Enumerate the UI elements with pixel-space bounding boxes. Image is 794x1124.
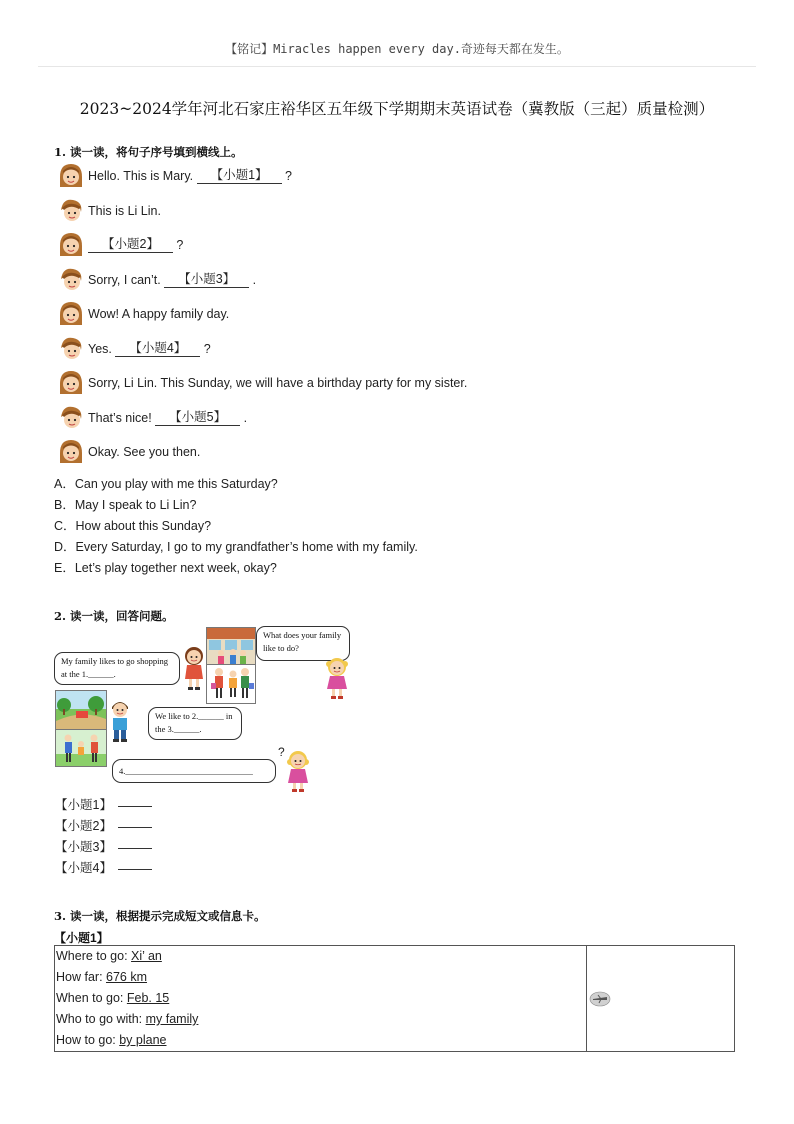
- dialogue-line: [58, 438, 200, 466]
- answer-label: 【小题4】: [55, 861, 112, 875]
- bubble-question: What does your family like to do?: [256, 626, 350, 661]
- option-item: E．Let’s play together next week, okay?: [54, 561, 277, 575]
- answer-label: 【小题1】: [55, 798, 112, 812]
- dialogue-punct: ?: [172, 238, 184, 252]
- mary-avatar-icon: [58, 439, 84, 465]
- q3-heading: 3. 读一读，根据提示完成短文或信息卡。: [54, 909, 266, 923]
- dialogue-line: [58, 162, 292, 190]
- answer-blank[interactable]: 【小题4】: [115, 341, 200, 357]
- info-card-row: [55, 988, 586, 1009]
- info-value: 676 km: [106, 970, 148, 984]
- dialogue-line: [58, 231, 183, 259]
- dialogue-text: Okay. See you then.: [88, 445, 201, 459]
- dialogue-punct: ?: [200, 342, 211, 356]
- family-park-picture: [55, 729, 107, 767]
- answer-row: [55, 795, 152, 813]
- lilin-avatar-icon: [58, 405, 84, 431]
- dialogue-text: Wow! A happy family day.: [88, 307, 230, 321]
- dialogue-text: Hello. This is Mary.: [88, 169, 197, 183]
- mary-avatar-icon: [58, 163, 84, 189]
- lilin-avatar-icon: [58, 198, 84, 224]
- dialogue-line: [58, 335, 211, 363]
- answer-label: 【小题3】: [55, 840, 112, 854]
- dialogue-text: Yes.: [88, 342, 116, 356]
- answer-blank[interactable]: 【小题5】: [155, 410, 240, 426]
- family-shopping-picture: [206, 664, 256, 704]
- dialogue-text: Sorry, I can’t.: [88, 273, 165, 287]
- bubble-like: We like to 2.______ in the 3.______.: [148, 707, 242, 740]
- bubble-shopping: My family likes to go shopping at the 1.______.: [54, 652, 180, 685]
- header-divider: [38, 66, 756, 67]
- plane-thumbnail-icon: [589, 991, 611, 1007]
- page-title: 2023~2024学年河北石家庄裕华区五年级下学期期末英语试卷（冀教版（三起）质量检测）: [79, 100, 715, 118]
- dialogue-text: This is Li Lin.: [88, 204, 161, 218]
- info-card-table: [54, 945, 735, 1052]
- q2-heading: 2. 读一读，回答问题。: [54, 609, 174, 623]
- dialogue-line: [58, 404, 247, 432]
- info-value: Feb. 15: [126, 991, 170, 1005]
- dialogue-punct: .: [240, 411, 248, 425]
- info-card-row: [55, 946, 586, 967]
- answer-blank[interactable]: 【小题1】: [197, 168, 282, 184]
- dialogue-text: That’s nice!: [88, 411, 156, 425]
- info-card-row: [55, 1009, 586, 1030]
- answer-row: [55, 837, 152, 855]
- answer-row: [55, 858, 152, 876]
- mary-avatar-icon: [58, 370, 84, 396]
- answer-row: [55, 816, 152, 834]
- answer-line[interactable]: [118, 868, 152, 870]
- dialogue-punct: ?: [281, 169, 292, 183]
- park-picture: [55, 690, 107, 730]
- answer-blank[interactable]: 【小题3】: [164, 272, 249, 288]
- info-value: by plane: [119, 1033, 167, 1047]
- dialogue-punct: .: [249, 273, 257, 287]
- info-value: my family: [145, 1012, 199, 1026]
- thinking-girl-icon: [276, 744, 314, 794]
- answer-line[interactable]: [118, 826, 152, 828]
- answer-blank[interactable]: 【小题2】: [88, 237, 173, 253]
- info-label: When to go:: [56, 991, 127, 1005]
- dialogue-line: [58, 369, 467, 397]
- answer-label: 【小题2】: [55, 819, 112, 833]
- option-item: A．Can you play with me this Saturday?: [54, 477, 278, 491]
- option-item: B．May I speak to Li Lin?: [54, 498, 197, 512]
- shop-picture: [206, 627, 256, 665]
- dialogue-line: [58, 266, 256, 294]
- option-item: D．Every Saturday, I go to my grandfather’s home with my family.: [54, 540, 418, 554]
- info-card-row: [55, 1030, 586, 1051]
- info-card-image-cell: [587, 946, 735, 1052]
- dialogue-text: Sorry, Li Lin. This Sunday, we will have a birthday party for my sister.: [88, 376, 468, 390]
- svg-text:?: ?: [278, 745, 285, 759]
- mary-avatar-icon: [58, 232, 84, 258]
- q3-subquestion: 【小题1】: [54, 931, 109, 945]
- dialogue-line: [58, 197, 161, 225]
- mary-avatar-icon: [58, 301, 84, 327]
- lilin-avatar-icon: [58, 336, 84, 362]
- blonde-girl-icon: [323, 656, 351, 700]
- lilin-avatar-icon: [58, 267, 84, 293]
- header-motto: 【铭记】Miracles happen every day.奇迹每天都在发生。: [225, 42, 569, 56]
- option-item: C．How about this Sunday?: [54, 519, 212, 533]
- info-card-text-cell: [55, 946, 587, 1052]
- bubble-fourth: 4.______________________________: [112, 759, 276, 783]
- boy-icon: [107, 697, 133, 743]
- girl-shopping-icon: [181, 645, 207, 691]
- dialogue-line: [58, 300, 229, 328]
- q1-heading: 1. 读一读，将句子序号填到横线上。: [54, 145, 243, 159]
- info-label: Who to go with:: [56, 1012, 146, 1026]
- info-label: How to go:: [56, 1033, 120, 1047]
- info-label: How far:: [56, 970, 107, 984]
- info-card-row: [55, 967, 586, 988]
- answer-line[interactable]: [118, 805, 152, 807]
- info-value: Xi’ an: [131, 949, 162, 963]
- answer-line[interactable]: [118, 847, 152, 849]
- info-label: Where to go:: [56, 949, 132, 963]
